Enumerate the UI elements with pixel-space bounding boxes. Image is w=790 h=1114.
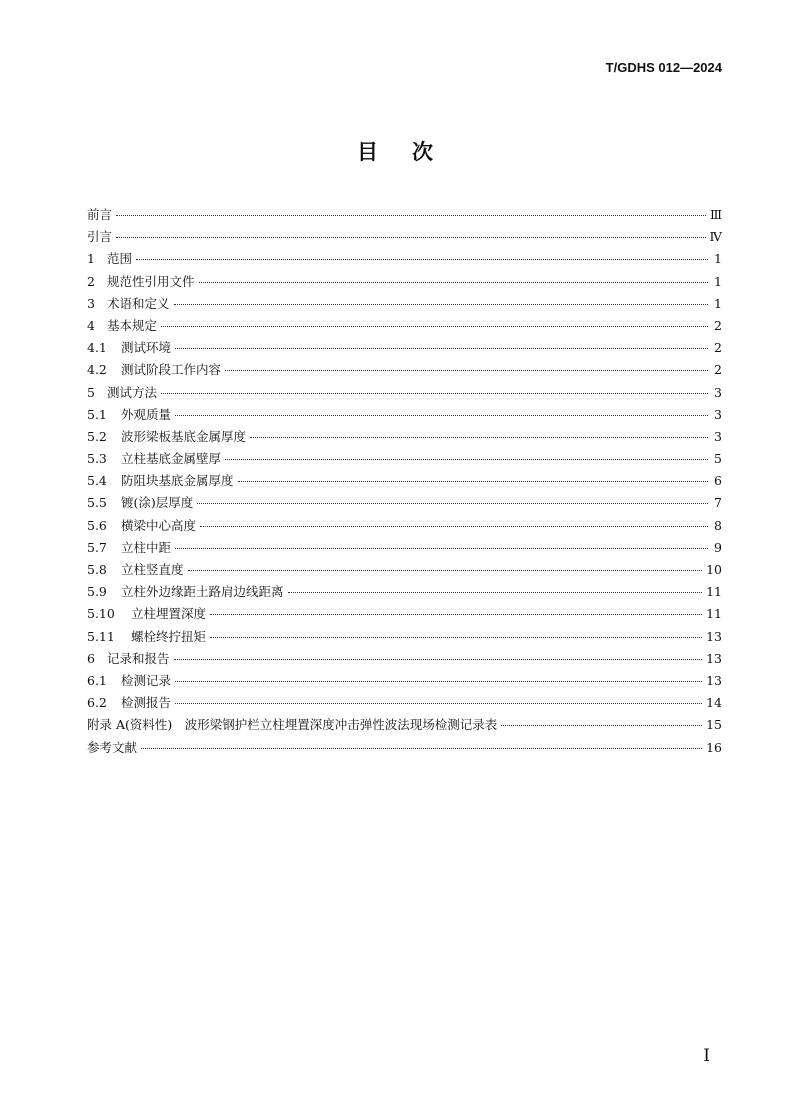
- toc-entry-label: 测试阶段工作内容: [121, 362, 222, 378]
- toc-entry-label: 立柱埋置深度: [131, 606, 207, 622]
- toc-entry-label: 横梁中心高度: [121, 517, 197, 533]
- dot-leader: [175, 348, 708, 349]
- toc-entry-number: 5.9: [87, 584, 107, 600]
- toc-entry-label: 术语和定义: [107, 295, 170, 311]
- page-title: 目次: [357, 139, 467, 164]
- toc-entry-number: 5.8: [87, 562, 107, 577]
- toc-entry[interactable]: [87, 316, 722, 338]
- toc-entry-number: 4.2: [87, 362, 107, 378]
- toc-entry-page: 7: [714, 495, 722, 511]
- toc-entry-label: 附录 A(资料性) 波形梁钢护栏立柱埋置深度冲击弹性波法现场检测记录表: [87, 717, 498, 733]
- toc-entry[interactable]: [87, 427, 722, 449]
- toc-entry-page: Ⅲ: [709, 207, 722, 222]
- toc-entry-page: 11: [706, 584, 722, 600]
- toc-entry-page: 3: [714, 384, 722, 400]
- toc-entry-number: 1: [87, 251, 95, 267]
- toc-entry-number: 6: [87, 650, 95, 666]
- toc-entry-page: Ⅳ: [709, 229, 722, 245]
- toc-entry-page: 2: [714, 340, 722, 356]
- toc-entry-page: 1: [714, 251, 722, 267]
- dot-leader: [210, 637, 702, 638]
- toc-entry[interactable]: [87, 604, 722, 626]
- toc-entry-number: 2: [87, 273, 95, 289]
- toc-entry-number: 5.1: [87, 406, 107, 422]
- toc-entry[interactable]: [87, 693, 722, 715]
- toc-entry-label: 立柱基底金属壁厚: [121, 451, 222, 467]
- toc-entry-label: 检测报告: [121, 695, 172, 711]
- dot-leader: [174, 304, 708, 305]
- dot-leader: [175, 415, 708, 416]
- toc-entry-label: 螺栓终拧扭矩: [131, 628, 207, 644]
- toc-entry-label: 前言: [87, 207, 113, 222]
- dot-leader: [161, 393, 708, 394]
- dot-leader: [141, 748, 702, 749]
- toc-entry-label: 立柱外边缘距土路肩边线距离: [121, 584, 284, 600]
- dot-leader: [288, 592, 703, 593]
- table-of-contents: [87, 205, 722, 760]
- toc-entry-number: 4.1: [87, 340, 107, 356]
- toc-entry[interactable]: [87, 205, 722, 227]
- dot-leader: [501, 725, 702, 726]
- toc-entry-number: 5.4: [87, 473, 107, 489]
- dot-leader: [161, 326, 708, 327]
- toc-entry-number: 3: [87, 295, 95, 311]
- toc-entry-page: 13: [706, 628, 722, 644]
- dot-leader: [175, 703, 702, 704]
- toc-entry-page: 1: [714, 295, 722, 311]
- toc-entry-page: 1: [714, 273, 722, 289]
- toc-entry-label: 记录和报告: [107, 650, 170, 666]
- dot-leader: [174, 659, 703, 660]
- dot-leader: [225, 370, 708, 371]
- toc-entry-label: 范围: [107, 251, 133, 267]
- toc-entry-label: 镀(涂)层厚度: [121, 495, 194, 511]
- toc-entry-label: 检测记录: [121, 672, 172, 688]
- dot-leader: [116, 237, 705, 238]
- toc-entry[interactable]: [87, 649, 722, 671]
- dot-leader: [175, 548, 708, 549]
- standard-number: T/GDHS 012—2024: [605, 60, 722, 75]
- toc-entry-label: 波形梁板基底金属厚度: [121, 428, 247, 444]
- dot-leader: [238, 481, 708, 482]
- page-number: I: [703, 1046, 710, 1066]
- toc-entry[interactable]: [87, 627, 722, 649]
- toc-entry-number: 5.6: [87, 517, 107, 533]
- dot-leader: [188, 570, 703, 571]
- toc-entry-page: 13: [706, 672, 722, 688]
- dot-leader: [199, 282, 708, 283]
- toc-entry[interactable]: [87, 249, 722, 271]
- dot-leader: [116, 215, 706, 216]
- toc-entry[interactable]: [87, 715, 722, 737]
- toc-entry-number: 5.7: [87, 539, 107, 555]
- toc-entry-page: 2: [714, 317, 722, 333]
- toc-entry-page: 8: [714, 517, 722, 533]
- toc-entry-number: 5.10: [87, 606, 115, 622]
- toc-entry-number: 5: [87, 384, 95, 400]
- toc-entry-label: 测试环境: [121, 340, 172, 356]
- toc-entry-number: 5.3: [87, 451, 107, 467]
- toc-entry-label: 防阻块基底金属厚度: [121, 473, 234, 489]
- toc-entry-page: 13: [706, 650, 722, 666]
- toc-entry[interactable]: [87, 272, 722, 294]
- toc-entry-label: 基本规定: [107, 317, 158, 333]
- toc-entry[interactable]: [87, 493, 722, 515]
- toc-entry[interactable]: [87, 671, 722, 693]
- toc-entry-page: 14: [706, 695, 722, 711]
- toc-entry[interactable]: [87, 516, 722, 538]
- toc-entry[interactable]: [87, 338, 722, 360]
- toc-entry-page: 16: [706, 739, 722, 755]
- dot-leader: [200, 526, 708, 527]
- toc-entry-number: 5.11: [87, 628, 115, 644]
- dot-leader: [250, 437, 708, 438]
- toc-entry-page: 9: [714, 539, 722, 555]
- toc-entry-page: 10: [706, 562, 722, 577]
- toc-entry[interactable]: [87, 560, 722, 582]
- dot-leader: [210, 614, 702, 615]
- toc-entry[interactable]: [87, 582, 722, 604]
- toc-entry-number: 6.1: [87, 672, 107, 688]
- toc-entry-page: 2: [714, 362, 722, 378]
- toc-entry[interactable]: [87, 471, 722, 493]
- toc-entry-label: 立柱中距: [121, 539, 172, 555]
- toc-entry[interactable]: [87, 360, 722, 382]
- toc-entry-page: 11: [706, 606, 722, 622]
- toc-entry[interactable]: [87, 227, 722, 249]
- toc-entry-number: 5.5: [87, 495, 107, 511]
- toc-entry-label: 规范性引用文件: [107, 273, 195, 289]
- toc-entry-page: 5: [714, 451, 722, 467]
- toc-entry[interactable]: [87, 449, 722, 471]
- dot-leader: [175, 681, 702, 682]
- toc-entry-number: 6.2: [87, 695, 107, 711]
- dot-leader: [197, 503, 708, 504]
- toc-entry[interactable]: [87, 383, 722, 405]
- toc-entry-label: 参考文献: [87, 739, 138, 755]
- toc-entry[interactable]: [87, 405, 722, 427]
- toc-entry-label: 测试方法: [107, 384, 158, 400]
- dot-leader: [136, 259, 708, 260]
- toc-entry[interactable]: [87, 738, 722, 760]
- toc-entry-page: 3: [714, 406, 722, 422]
- toc-entry[interactable]: [87, 294, 722, 316]
- toc-entry-label: 外观质量: [121, 406, 172, 422]
- dot-leader: [225, 459, 708, 460]
- toc-entry-number: 5.2: [87, 428, 107, 444]
- toc-entry-label: 引言: [87, 229, 113, 245]
- toc-entry-page: 6: [714, 473, 722, 489]
- toc-entry[interactable]: [87, 538, 722, 560]
- toc-entry-page: 15: [706, 717, 722, 733]
- toc-entry-number: 4: [87, 317, 95, 333]
- toc-entry-page: 3: [714, 428, 722, 444]
- toc-entry-label: 立柱竖直度: [121, 562, 184, 577]
